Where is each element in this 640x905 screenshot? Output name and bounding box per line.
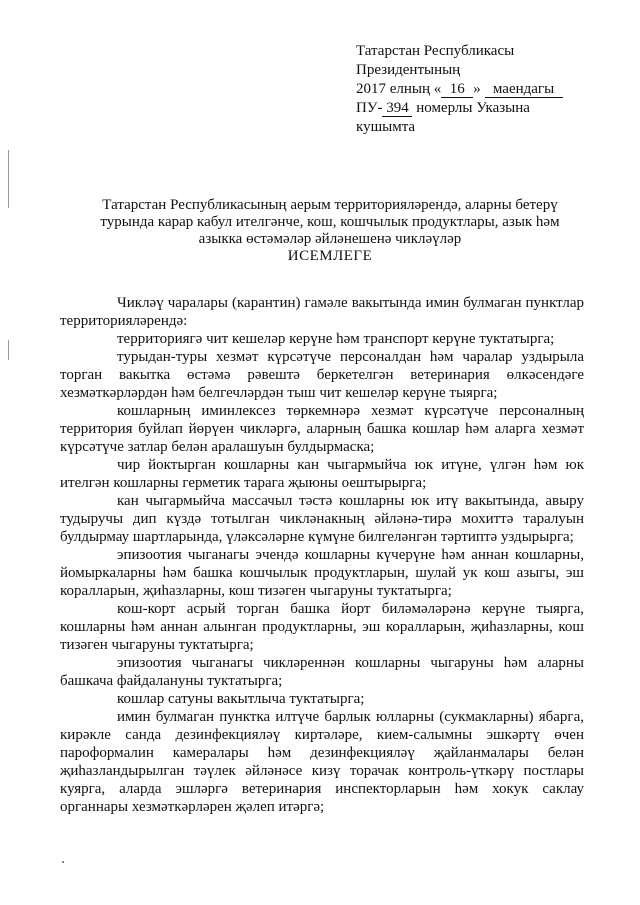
- header-decree-suffix: номерлы Указына: [416, 100, 530, 116]
- title-line-1: Татарстан Республикасының аерым территорияләрендә, аларны бетерү: [102, 197, 558, 213]
- header-decree-number: 394: [382, 100, 412, 117]
- header-republic: Татарстан Республикасы: [356, 43, 515, 59]
- paragraph: кошлар сатуны вакытлыча туктатырга;: [117, 691, 365, 707]
- paragraph: Чикләү чаралары (карантин) гамәле вакытында имин булмаган пунктлар территорияләрендә:: [60, 295, 584, 329]
- appendix-header: [356, 42, 616, 137]
- header-decree-prefix: ПУ-: [356, 100, 383, 116]
- header-decree-line: [356, 99, 616, 118]
- paragraph: чир йоктырган кошларны кан чыгармыйча юк итүне, үлгән һәм юк ителгән кошларны герметик тарага җыюны оештырырга;: [60, 457, 584, 491]
- title-heading: ИСЕМЛЕГЕ: [287, 248, 373, 264]
- header-year-prefix: 2017 елның «: [356, 81, 442, 97]
- paragraph: территориягә чит кешеләр керүне һәм транспорт керүне туктатырга;: [117, 331, 555, 347]
- paragraph: турыдан-туры хезмәт күрсәтүче персоналдан һәм чаралар уздырыла торган вакытка өстәмә рәвештә беркетелгән ветеринария өлкәсендәге хезмәткәрләрдән һәм белгечләрдән тыш чит кешеләр керүне тыярга;: [60, 349, 584, 401]
- document-body: [60, 294, 584, 816]
- paragraph: кошларның иминлексез төркемнәрә хезмәт күрсәтүче персоналның территория буйлап йөрүен чикләргә, аларның башка кошлар һәм аларга хезмәт күрсәтүче затлар белән аралашуын булдырмаска;: [60, 403, 584, 455]
- header-appendix-word: кушымта: [356, 119, 416, 135]
- paragraph: кош-корт асрый торган башка йорт биләмәләрәнә керүне тыярга, кошларны һәм аннан алынган продуктларны, эш коралларын, җиһазларны, кош тизәген чыгаруны туктатырга;: [60, 601, 584, 653]
- header-year-mid: »: [473, 81, 481, 97]
- title-line-3: азыкка өстәмәләр әйләнешенә чикләүләр: [198, 231, 462, 247]
- title-line-2: турында карар кабул ителгәнче, кош, кошчылык продуктлары, азык һәм: [100, 214, 560, 230]
- document-title: [60, 197, 600, 265]
- scan-margin-mark: [8, 340, 9, 360]
- header-date-line: [356, 80, 616, 99]
- paragraph: кан чыгармыйча массачыл тәстә кошларны юк итү вакытында, авыру тудыручы дип күздә тотылган чикләнакның әйләнә-тирә мохиттә таралуын булдырмау шартларында, үләксәләрне күмүне билгеләнгән тәртиптә уздырырга;: [60, 493, 584, 545]
- scan-speck: [62, 861, 64, 863]
- header-day: 16: [441, 81, 473, 98]
- header-month: маендагы: [485, 81, 563, 98]
- scan-margin-mark: [8, 150, 9, 208]
- paragraph: имин булмаган пунктка илтүче барлык юлларны (сукмакларны) ябарга, кирәкле санда дезинфекцияләү киртәләре, кием-салымны эшкәртү өчен пароформалин камералары һәм дезинфекцияләү җайланмалары белән җиһазландырылган тәүлек әйләнәсе кизү торачак контроль-үткәрү постлары куярга, аларда эшләргә ветеринария инспекторларын һәм хокук саклау органнары хезмәткәрләрен җәлеп итәргә;: [60, 709, 584, 815]
- paragraph: эпизоотия чыганагы эчендә кошларны күчерүне һәм аннан кошларны, йомыркаларны һәм башка кошчылык продуктларын, шулай ук кош азыгы, эш коралларын, җиһазларны, кош тизәген чыгаруны туктатырга;: [60, 547, 584, 599]
- paragraph: эпизоотия чыганагы чикләреннән кошларны чыгаруны һәм аларны башкача файдалануны туктатырга;: [60, 655, 584, 689]
- header-president: Президентының: [356, 62, 461, 78]
